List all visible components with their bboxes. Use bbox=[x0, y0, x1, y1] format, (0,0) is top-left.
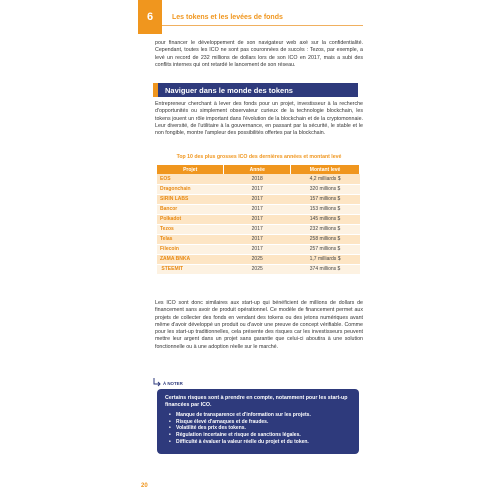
project-year: 2017 bbox=[224, 234, 291, 244]
project-name: Telas bbox=[157, 234, 224, 244]
project-name: Bancor bbox=[157, 204, 224, 214]
chapter-number: 6 bbox=[146, 11, 154, 23]
project-amount: 1,7 milliards $ bbox=[291, 254, 360, 264]
table-row bbox=[157, 254, 360, 264]
chapter-number-tab bbox=[138, 0, 162, 34]
note-box bbox=[157, 389, 359, 454]
project-year: 2017 bbox=[224, 204, 291, 214]
project-name: Tezos bbox=[157, 224, 224, 234]
project-amount: 257 millions $ bbox=[291, 244, 360, 254]
project-year: 2017 bbox=[224, 184, 291, 194]
list-item: • Risque élevé d'arnaques et de fraudes. bbox=[169, 419, 351, 426]
project-name: SIRIN LABS bbox=[157, 194, 224, 204]
project-year: 2017 bbox=[224, 244, 291, 254]
project-amount: 374 millions $ bbox=[291, 264, 360, 274]
header-amount: Montant levé bbox=[291, 165, 360, 174]
table-header-row bbox=[157, 165, 360, 174]
header-year: Année bbox=[224, 165, 291, 174]
project-year: 2017 bbox=[224, 194, 291, 204]
project-name: Filecoin bbox=[157, 244, 224, 254]
section-heading bbox=[155, 83, 358, 97]
project-amount: 232 millions $ bbox=[291, 224, 360, 234]
project-year: 2025 bbox=[224, 254, 291, 264]
list-item: • Volatilité des prix des tokens. bbox=[169, 425, 351, 432]
table-row bbox=[157, 184, 360, 194]
project-year: 2018 bbox=[224, 174, 291, 184]
project-amount: 320 millions $ bbox=[291, 184, 360, 194]
project-name: EOS bbox=[157, 174, 224, 184]
section-heading-text: Naviguer dans le monde des tokens bbox=[165, 85, 293, 95]
table-caption: Top 10 des plus grosses ICO des dernières années et montant levé bbox=[176, 154, 342, 160]
page-number: 20 bbox=[141, 483, 148, 489]
ico-table bbox=[157, 165, 360, 275]
header-rule bbox=[162, 25, 363, 26]
project-amount: 258 millions $ bbox=[291, 234, 360, 244]
project-name: Polkadot bbox=[157, 214, 224, 224]
project-name: STEEMIT bbox=[157, 264, 224, 274]
chapter-title: Les tokens et les levées de fonds bbox=[172, 14, 283, 21]
list-item: • Régulation incertaine et risque de sanctions légales. bbox=[169, 432, 351, 439]
project-amount: 145 millions $ bbox=[291, 214, 360, 224]
note-label: À NOTER bbox=[163, 381, 183, 386]
table-row bbox=[157, 244, 360, 254]
table-row bbox=[157, 204, 360, 214]
risk-list bbox=[165, 412, 351, 446]
note-intro: Certains risques sont à prendre en compte, notamment pour les start-up financées par ICO. bbox=[165, 395, 348, 408]
table-row bbox=[157, 234, 360, 244]
project-year: 2025 bbox=[224, 264, 291, 274]
intro-paragraph: pour financer le développement de son navigateur web axé sur la confidentialité. Cependant, toutes les ICO ne sont pas couronnées de succès : Tezos, par exemple, a levé un record de 232 millions de dollars lors de son ICO en 2017, mais a subi des conflits internes qui ont retardé le lancement de son réseau. bbox=[155, 40, 363, 68]
list-item: • Difficulté à évaluer la valeur réelle du projet et du token. bbox=[169, 439, 351, 446]
list-item: • Manque de transparence et d'information sur les projets. bbox=[169, 412, 351, 419]
table-row bbox=[157, 194, 360, 204]
project-year: 2017 bbox=[224, 224, 291, 234]
table-row bbox=[157, 214, 360, 224]
project-year: 2017 bbox=[224, 214, 291, 224]
project-amount: 153 millions $ bbox=[291, 204, 360, 214]
project-name: Dragonchain bbox=[157, 184, 224, 194]
after-table-paragraph: Les ICO sont donc similaires aux start-up qui bénéficient de millions de dollars de financement sans avoir de produit opérationnel. Ce modèle de financement permet aux projets de collecter des fonds en vendant des tokens ou des jetons numériques avant même d'avoir développé un produit ou d'avoir une preuve de concept vérifiable. Comme pour les start-up traditionnelles, cela présente des risques car les investisseurs peuvent mettre leur argent dans un projet sans garantie que celui-ci aboutira à une solution fonctionnelle ou à une adoption réelle sur le marché. bbox=[155, 300, 363, 350]
table-row bbox=[157, 264, 360, 274]
project-name: ZAMA BNKA bbox=[157, 254, 224, 264]
table-row bbox=[157, 174, 360, 184]
project-amount: 4,2 milliards $ bbox=[291, 174, 360, 184]
project-amount: 157 millions $ bbox=[291, 194, 360, 204]
arrow-down-right-icon bbox=[152, 377, 162, 387]
header-project: Projet bbox=[157, 165, 224, 174]
table-row bbox=[157, 224, 360, 234]
section-body-paragraph: Entrepreneur cherchant à lever des fonds pour un projet, investisseur à la recherche d'opportunités ou simplement observateur curieux de la technologie blockchain, les tokens jouent un rôle important dans l'évolution de la blockchain et de la cryptomonnaie. Leur diversité, de l'utilitaire à la gouvernance, en passant par la sécurité, le stable et le non fongible, montre l'ampleur des possibilités offertes par la blockchain. bbox=[155, 101, 363, 137]
